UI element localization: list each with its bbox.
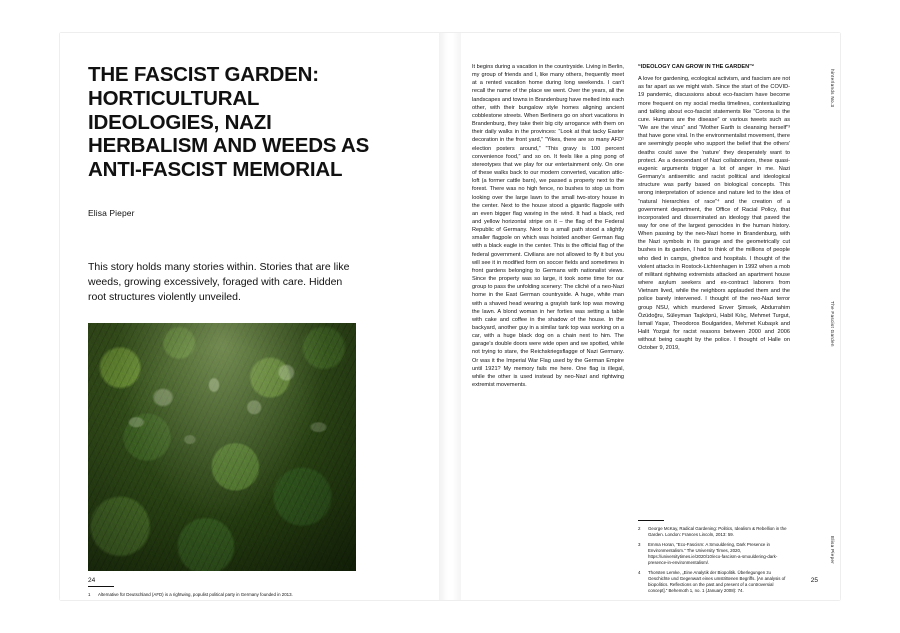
body-column-1	[472, 63, 624, 515]
footnote-number: 4	[638, 569, 641, 575]
footnote-item	[638, 526, 790, 539]
running-head-author: Elisa Pieper	[830, 535, 835, 564]
footnotes-left	[88, 581, 356, 598]
section-heading: “IDEOLOGY CAN GROW IN THE GARDEN”²	[638, 64, 754, 70]
footnote-number: 2	[638, 526, 641, 531]
body-columns	[472, 63, 822, 515]
footnote-rule	[88, 586, 114, 587]
footnote-text: Alternative für Deutschland (AFD) is a rightwing, populist political party in Germany founded in 2013.	[98, 591, 293, 597]
footnote-item	[638, 542, 790, 567]
footnote-item	[638, 570, 790, 595]
right-page	[450, 33, 840, 600]
footnote-item	[88, 592, 356, 598]
running-head-journal: hinterlands No.3	[830, 69, 835, 108]
photo-vignette	[88, 323, 356, 571]
article-author: Elisa Pieper	[88, 207, 135, 218]
folio-right: 25	[810, 577, 818, 584]
article-standfirst: This story holds many stories within. Stories that are like weeds, growing excessively, foraged with care. Hidden root structures violently unveiled.	[88, 260, 350, 303]
footnotes-right	[472, 515, 822, 598]
running-head-section: The Fascist Garden	[830, 301, 835, 347]
footnote-number: 1	[88, 591, 91, 597]
footnote-text: Emma Horan, “Eco-Fascism: A Smouldering, Dark Presence in Environmentalism.” The University Times, 2020, https://universitytimes.ie/2020/10/eco-fascism-a-smouldering-dark-presence-in-environmentalism/.	[648, 541, 778, 566]
page-title: THE FASCIST GARDEN: HORTICULTURAL IDEOLOGIES, NAZI HERBALISM AND WEEDS AS ANTI-FASCIST MEMORIAL	[88, 63, 370, 182]
folio-left: 24	[88, 577, 96, 584]
body-text-1: It begins during a vacation in the countryside. Living in Berlin, my group of friends and I, like many others, frequently meet at a rented vacation home during long weekends. I can't recall the name of the place we went. Over the years, all the landscapes and towns in Brandenburg have melted into each other, with their bungalow style homes aligning ancient cobblestone streets. When Berliners go on short vacations in Brandenburg, they take their big city arrogance with them on their daily walks in the provinces: “Look at that tacky Easter decoration in the front yard,” “Yikes, there are so many AFD¹ election posters around,” “This gravy is 100 percent convenience food,” and so on. It feels like a ping pong of stereotypes that we play for our entertainment only. On one of these walks back to our modern converted, vacation attic-loft (a former cattle barn), we passed a property next to the forest. There was no high fence, no bushes to stop us from looking over the large lawn to the small two-story house in the center. Next to the house stood a gigantic flagpole with an even bigger flag waving in the wind. It had a black, red and yellow horizontal stripe on it – the flag of the Federal Republic of Germany. Next to a small path stood a slightly smaller flagpole on which was hoisted another German flag with a black eagle in the center. This is the official flag of the federal government. Civilians are not allowed to fly it but you will see it in modified form on soccer fields and sometimes in front gardens belonging to Germans with nationalist views. Since the property was so large, it took some time for our group to pass the unfolding scenery: The cliché of a neo-Nazi home in the East German countryside. A huge, white man with a shaved head wearing a grayish tank top was mowing the lawn. A blond woman in her forties was setting a table with cake and coffee in the shadow of the house. In the backyard, another guy in a similar tank top was working on a car, with a huge black dog on a chain next to him. The garage's double doors were wide open and we spotted, while not trying to stare, the Reichskriegsflagge of Nazi Germany. Or was it the Imperial War Flag used by the German Empire until 1921? My memory fails me here. One flag is illegal, while the other is used instead by neo-Nazi and rightwing extremist movements.	[472, 64, 624, 389]
article-photo	[88, 323, 356, 571]
body-column-2	[638, 63, 790, 515]
footnote-text: Thorsten Lemke, „Eine Analytik der Biopolitik. Überlegungen zu Geschichte und Gegenwart eines umstrittenen Begriffs. [An analysis of biopolitics. Reflections on the past and present of a controversial concept].“ Behemoth 1, no. 1 (January 2008): 74.	[648, 569, 786, 594]
body-text-2: A love for gardening, ecological activism, and fascism are not as far apart as we might wish. Since the start of the COVID-19 pandemic, discussions about eco-fascism have become more frequent on my social media timelines, contextualizing and talking about eco-fascist statements like “Corona is the cure. Humans are the disease” or various tweets such as “We are the virus” and “Mother Earth is cleansing herself”³ that have gone viral. In the environmentalist movement, there are seemingly people who support the belief that the others' deaths could save the ‘nature’ they desperately want to protect. As a descendant of Nazi collaborators, these quasi-eugenic arguments trigger a lot of anger in me. Nazi Germany's antisemitic and racist political and ideological structure was partly based on biological concepts. This wrong interpretation of science and nature led to the idea of “natural hierarchies of race”⁴ and the creation of a government department, the Office of Racial Policy, that incorporated and disseminated an ideology that paved the way for one of the largest genocides in the human history. When passing by the neo-Nazi home in Brandenburg, with the Nazi symbols in its garage and the geometrically cut bushes in its garden, I had to think of the millions of people who died in camps, ghettos and hospitals. I thought of the violent attacks in Rostock-Lichtenhagen in 1992 when a mob of militant rightwing extremists attacked an apartment house where asylum seekers and ex-contract laborers from Vietnam lived, while the neighbors applauded them and the police barely intervened. I thought of the neo-Nazi terror group NSU, which murdered Enver Şimsek, Abdurrahim Özüdoğru, Süleyman Taşköprü, Habil Kılıç, Mehmet Turgut, İsmail Yaşar, Theodoros Boulgarides, Mehmet Kubaşık and Halit Yozgat for racist reasons between 2000 and 2006 without being caught by the police. I thought of Halle on October 9, 2019,	[638, 76, 790, 352]
left-page	[60, 33, 450, 600]
footnote-rule	[638, 520, 664, 521]
magazine-spread	[60, 33, 840, 600]
footnote-text: George McKay, Radical Gardening: Politics, Idealism & Rebellion in the Garden. London: Frances Lincoln, 2013: 59.	[648, 526, 787, 538]
footnote-number: 3	[638, 541, 641, 547]
footnotes-column	[638, 515, 790, 598]
